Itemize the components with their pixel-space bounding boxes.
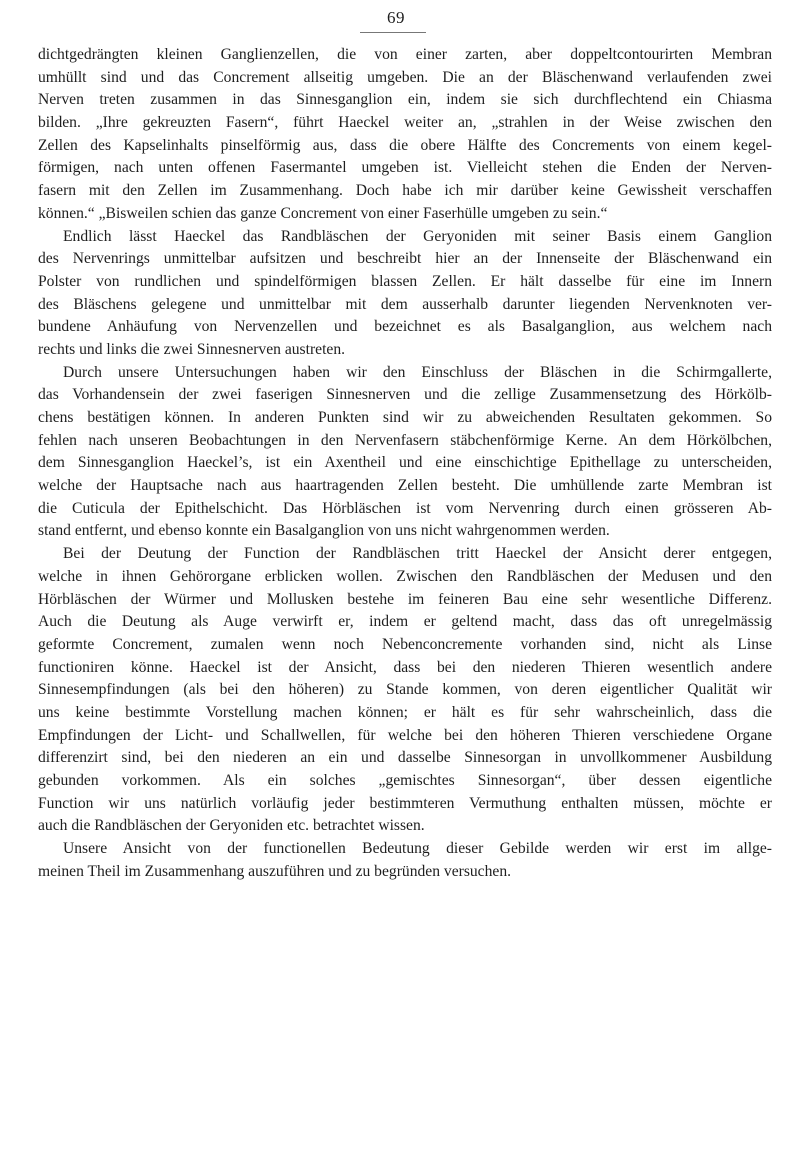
text-line: stand entfernt, und ebenso konnte ein Basalganglion von uns nicht wahrgenommen werden. xyxy=(38,522,610,540)
text-line: bilden. „Ihre gekreuzten Fasern“, führt Haeckel weiter an, „strahlen in der Weise zwischen den xyxy=(38,114,772,132)
text-line: Bei der Deutung der Function der Randbläschen tritt Haeckel der Ansicht derer entgegen, xyxy=(63,545,772,563)
text-line: das Vorhandensein der zwei faserigen Sinnesnerven und die zellige Zusammensetzung des Hörkölb- xyxy=(38,386,772,404)
page-number: 69 xyxy=(387,8,405,27)
text-line: Sinnesempfindungen (als bei den höheren) zu Stande kommen, von deren eigentlicher Qualität wir xyxy=(38,681,772,699)
text-line: Nerven treten zusammen in das Sinnesganglion ein, indem sie sich durchflechtend ein Chiasma xyxy=(38,91,772,109)
text-line: die Cuticula der Epithelschicht. Das Hörbläschen ist vom Nervenring durch einen grösseren Ab- xyxy=(38,499,772,517)
text-line: Empfindungen der Licht- und Schallwellen, für welche bei den höheren Thieren verschiedene Organe xyxy=(38,726,772,744)
text-line: fehlen nach unseren Beobachtungen in den Nervenfasern stäbchenförmige Kerne. An dem Hörkölbchen, xyxy=(38,431,772,449)
text-line: meinen Theil im Zusammenhang auszuführen und zu begründen versuchen. xyxy=(38,862,512,880)
text-line: des Nervenrings unmittelbar aufsitzen und beschreibt hier an der Innenseite der Bläschenwand ein xyxy=(38,250,772,268)
body-text xyxy=(38,44,772,883)
text-line: Durch unsere Untersuchungen haben wir den Einschluss der Bläschen in die Schirmgallerte, xyxy=(63,363,772,381)
text-line: gebunden vorkommen. Als ein solches „gemischtes Sinnesorgan“, über dessen eigentliche xyxy=(38,772,772,789)
text-line: bundene Anhäufung von Nervenzellen und bezeichnet es als Basalganglion, aus welchem nach xyxy=(38,318,772,336)
text-line: fasern mit den Zellen im Zusammenhang. Doch habe ich mir darüber keine Gewissheit verschaffen xyxy=(38,182,772,200)
header-rule xyxy=(360,32,426,33)
text-line: dem Sinnesganglion Haeckel’s, ist ein Axentheil und eine einschichtige Epithellage zu unterscheiden, xyxy=(38,454,772,472)
text-line: functioniren könne. Haeckel ist der Ansicht, dass bei den niederen Thieren wesentlich andere xyxy=(38,658,772,676)
text-line: geformte Concrement, zumalen wenn noch Nebenconcremente vorhanden sind, nicht als Linse xyxy=(38,635,772,653)
text-line: Polster von rundlichen und spindelförmigen blassen Zellen. Er hält dasselbe für eine im Innern xyxy=(38,272,772,290)
text-line: chens bestätigen können. In anderen Punkten sind wir zu abweichenden Resultaten gekommen. So xyxy=(38,409,772,426)
text-line: Function wir uns natürlich vorläufig jeder bestimmteren Vermuthung enthalten müssen, möchte er xyxy=(38,794,772,812)
text-line: Hörbläschen der Würmer und Mollusken bestehe im feineren Bau eine sehr wesentliche Differenz. xyxy=(38,590,772,608)
text-line: welche der Hauptsache nach aus haartragenden Zellen besteht. Die umhüllende zarte Membran ist xyxy=(38,477,772,495)
text-line: Endlich lässt Haeckel das Randbläschen der Geryoniden mit seiner Basis einem Ganglion xyxy=(63,227,772,245)
text-line: können.“ „Bisweilen schien das ganze Concrement von einer Faserhülle umgeben zu sein.“ xyxy=(38,204,608,222)
text-line: förmigen, nach unten offenen Fasermantel umgeben ist. Vielleicht stehen die Enden der Nerven- xyxy=(38,159,772,177)
text-line: Auch die Deutung als Auge verwirft er, indem er geltend macht, dass das oft unregelmässig xyxy=(38,613,772,631)
text-line: dichtgedrängten kleinen Ganglienzellen, die von einer zarten, aber doppeltcontourirten Membran xyxy=(38,46,772,63)
text-line: auch die Randbläschen der Geryoniden etc. betrachtet wissen. xyxy=(38,817,425,835)
text-line: differenzirt sind, bei den niederen an ein und dasselbe Sinnesorgan in unvollkommener Ausbildung xyxy=(38,749,772,767)
text-line: Unsere Ansicht von der functionellen Bedeutung dieser Gebilde werden wir erst im allge- xyxy=(63,840,772,858)
text-line: uns keine bestimmte Vorstellung machen können; er hält es für sehr wahrscheinlich, dass die xyxy=(38,703,772,721)
text-line: des Bläschens gelegene und unmittelbar mit dem ausserhalb darunter liegenden Nervenknoten ver- xyxy=(38,295,772,313)
text-line: umhüllt sind und das Concrement allseitig umgeben. Die an der Bläschenwand verlaufenden zwei xyxy=(38,68,772,86)
text-line: welche in ihnen Gehörorgane erblicken wollen. Zwischen den Randbläschen der Medusen und den xyxy=(38,567,772,585)
text-line: rechts und links die zwei Sinnesnerven austreten. xyxy=(38,340,346,358)
text-line: Zellen des Kapselinhalts pinselförmig aus, dass die obere Hälfte des Concrements von einem kegel- xyxy=(38,136,772,154)
